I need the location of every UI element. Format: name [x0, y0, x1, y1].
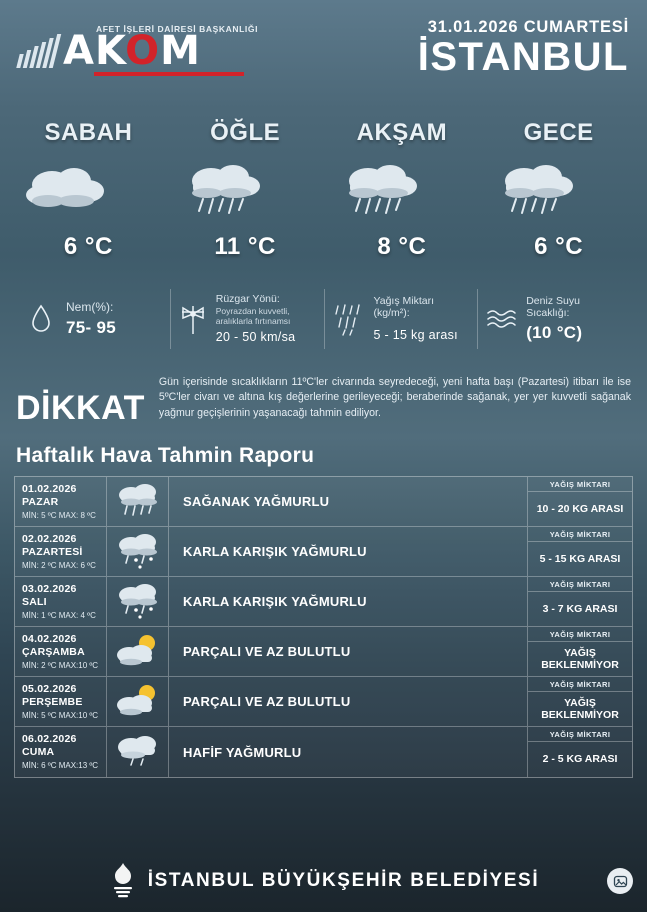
- wind-sublabel: Poyrazdan kuvvetli, aralıklarla fırtınamsı: [215, 305, 291, 327]
- row-date: 03.02.2026: [22, 583, 77, 595]
- row-date-cell: [15, 727, 107, 777]
- row-description: KARLA KARIŞIK YAĞMURLU: [169, 577, 528, 626]
- daypart-temp: 11 °C: [214, 233, 276, 260]
- rain-value: YAĞIŞ BEKLENMİYOR: [541, 646, 619, 671]
- table-row: [15, 477, 632, 527]
- partly-sunny-icon: [107, 677, 169, 726]
- daypart-label: ÖĞLE: [210, 119, 281, 146]
- attention-text: Gün içerisinde sıcaklıkların 11ºC'ler civarında seyredeceği, yeni hafta başı (Pazartesi) itibarı ile ise 5ºC'ler civarı ve altına kış değerlerine gerileyeceği; beraberinde sağanak, yer yer kuvvetli sağanak yağmur geçişlerinin yaşanacağı tahmin ediliyor.: [158, 376, 631, 419]
- metric-wind: [170, 283, 324, 355]
- row-day: PERŞEMBE: [22, 696, 83, 708]
- sea-label: Deniz Suyu Sıcaklığı:: [526, 295, 580, 319]
- sleet-icon: [107, 527, 169, 576]
- row-day: SALI: [22, 596, 47, 608]
- sea-value: (10 °C): [526, 322, 583, 342]
- akom-o: O: [125, 28, 161, 74]
- forecast-date: 31.01.2026 CUMARTESİ: [427, 18, 629, 36]
- daypart-label: AKŞAM: [356, 119, 448, 146]
- water-drop-icon: [24, 304, 58, 334]
- daypart-night: [480, 119, 637, 261]
- rain-value: 5 - 15 KG ARASI: [539, 552, 621, 565]
- metric-precipitation: [324, 283, 478, 355]
- humidity-value: 75- 95: [66, 317, 117, 337]
- akom-logo-subtitle: AFET İŞLERİ DAİRESİ BAŞKANLIĞI: [96, 24, 259, 34]
- table-row: [15, 527, 632, 577]
- row-minmax: MİN: 2 ºC MAX: 6 ºC: [22, 561, 96, 570]
- attention-box: [16, 369, 631, 428]
- akom-m: M: [160, 28, 201, 74]
- sleet-icon: [107, 577, 169, 626]
- daypart-evening: [324, 119, 481, 261]
- row-description: HAFİF YAĞMURLU: [169, 727, 528, 777]
- row-minmax: MİN: 2 ºC MAX:10 ºC: [22, 661, 99, 670]
- cloudy-icon: [10, 155, 167, 225]
- row-rain-cell: [528, 527, 632, 576]
- row-day: PAZAR: [22, 496, 59, 508]
- row-date-cell: [15, 527, 107, 576]
- wind-label: Rüzgar Yönü:: [215, 293, 280, 305]
- rain-value: 2 - 5 KG ARASI: [542, 753, 618, 766]
- rain-shower-icon: [107, 477, 169, 526]
- row-rain-cell: [528, 577, 632, 626]
- page-footer: [0, 850, 647, 912]
- wind-value: 20 - 50 km/sa: [215, 330, 296, 344]
- rain-header: YAĞIŞ MİKTARI: [528, 627, 632, 642]
- row-date-cell: [15, 577, 107, 626]
- row-date-cell: [15, 477, 107, 526]
- rain-value: 10 - 20 KG ARASI: [536, 502, 624, 515]
- precip-value: 5 - 15 kg arası: [373, 327, 458, 342]
- row-rain-cell: [528, 627, 632, 676]
- table-row: [15, 577, 632, 627]
- rain-shower-icon: [324, 155, 481, 225]
- ibb-tughra-icon: [108, 861, 138, 901]
- row-minmax: MİN: 5 ºC MAX:10 ºC: [22, 711, 99, 720]
- dayparts-row: [0, 105, 647, 267]
- rain-shower-icon: [167, 155, 324, 225]
- row-description: SAĞANAK YAĞMURLU: [169, 477, 528, 526]
- table-row: [15, 727, 632, 777]
- partly-sunny-icon: [107, 627, 169, 676]
- row-date: 04.02.2026: [22, 633, 77, 645]
- table-row: [15, 677, 632, 727]
- wind-vane-icon: [178, 302, 208, 336]
- rain-header: YAĞIŞ MİKTARI: [528, 477, 632, 492]
- row-rain-cell: [528, 727, 632, 777]
- table-row: [15, 627, 632, 677]
- daypart-temp: 6 °C: [534, 233, 584, 260]
- daypart-label: SABAH: [44, 119, 133, 146]
- akom-ak: AK: [63, 28, 126, 74]
- rain-header: YAĞIŞ MİKTARI: [528, 577, 632, 592]
- logo-bars-icon: [18, 34, 57, 68]
- daypart-noon: [167, 119, 324, 261]
- daypart-temp: 6 °C: [63, 233, 113, 260]
- rain-value: 3 - 7 KG ARASI: [542, 602, 618, 615]
- humidity-label: Nem(%):: [66, 300, 114, 315]
- akom-wordmark: [63, 28, 201, 74]
- rain-drops-icon: [332, 302, 366, 336]
- row-day: ÇARŞAMBA: [22, 646, 85, 658]
- row-minmax: MİN: 5 ºC MAX: 8 ºC: [22, 511, 96, 520]
- metrics-strip: [16, 283, 631, 355]
- rain-value: YAĞIŞ BEKLENMİYOR: [541, 696, 619, 721]
- row-day: CUMA: [22, 746, 55, 758]
- rain-header: YAĞIŞ MİKTARI: [528, 677, 632, 692]
- rain-header: YAĞIŞ MİKTARI: [528, 727, 632, 742]
- row-date: 02.02.2026: [22, 533, 77, 545]
- row-description: PARÇALI VE AZ BULUTLU: [169, 677, 528, 726]
- daypart-morning: [10, 119, 167, 261]
- row-rain-cell: [528, 677, 632, 726]
- row-day: PAZARTESİ: [22, 546, 83, 558]
- rain-header: YAĞIŞ MİKTARI: [528, 527, 632, 542]
- row-date: 05.02.2026: [22, 683, 77, 695]
- row-date-cell: [15, 677, 107, 726]
- attention-title: DİKKAT: [16, 389, 145, 427]
- akom-logo: [18, 10, 268, 76]
- row-rain-cell: [528, 477, 632, 526]
- metric-humidity: [16, 283, 170, 355]
- footer-title: İSTANBUL BÜYÜKŞEHİR BELEDİYESİ: [147, 870, 540, 891]
- precip-label: Yağış Miktarı (kg/m²):: [373, 295, 434, 319]
- city-name: İSTANBUL: [417, 35, 629, 79]
- row-description: PARÇALI VE AZ BULUTLU: [169, 627, 528, 676]
- row-minmax: MİN: 6 ºC MAX:13 ºC: [22, 761, 99, 770]
- weekly-report-title: Haftalık Hava Tahmin Raporu: [16, 444, 315, 467]
- light-rain-icon: [107, 727, 169, 777]
- sea-waves-icon: [485, 307, 518, 331]
- row-date: 06.02.2026: [22, 733, 77, 745]
- row-date-cell: [15, 627, 107, 676]
- metric-sea-temperature: [477, 283, 631, 355]
- daypart-temp: 8 °C: [377, 233, 427, 260]
- row-minmax: MİN: 1 ºC MAX: 4 ºC: [22, 611, 96, 620]
- page-header: [0, 0, 647, 105]
- image-icon[interactable]: [607, 868, 633, 894]
- weekly-forecast-table: [14, 476, 633, 778]
- daypart-label: GECE: [523, 119, 594, 146]
- rain-shower-icon: [480, 155, 637, 225]
- row-date: 01.02.2026: [22, 483, 77, 495]
- row-description: KARLA KARIŞIK YAĞMURLU: [169, 527, 528, 576]
